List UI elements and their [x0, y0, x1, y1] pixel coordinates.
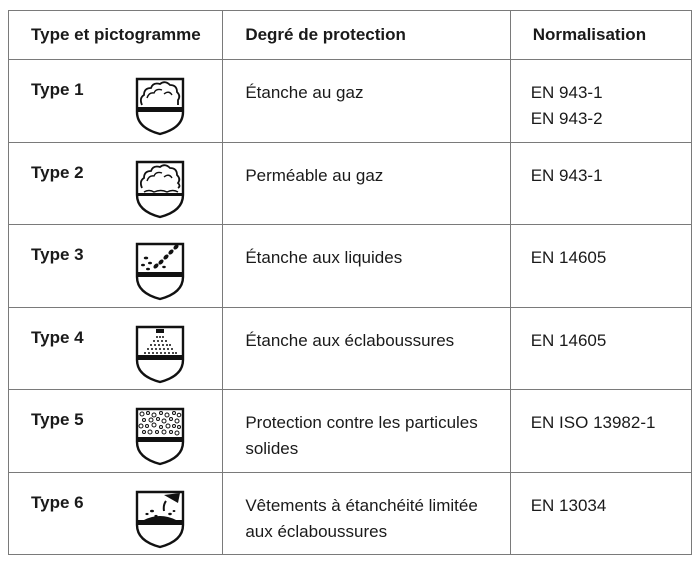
- header-norm: Normalisation: [510, 11, 691, 60]
- table-row: [9, 60, 692, 143]
- norm-cell: [510, 142, 691, 225]
- header-protection: Degré de protection: [223, 11, 510, 60]
- norm-text: EN ISO 13982-1: [530, 413, 656, 432]
- type-cell: [9, 225, 223, 308]
- protection-cell: [223, 307, 510, 390]
- table-row: [9, 225, 692, 308]
- limited-splash-icon: [134, 489, 186, 549]
- type-cell: [9, 307, 223, 390]
- table-row: [9, 472, 692, 555]
- norm-text: EN 943-1: [530, 165, 603, 185]
- norm-text: EN 943-1: [530, 83, 603, 102]
- type-cell: [9, 472, 223, 555]
- protection-text: Perméable au gaz: [245, 165, 384, 185]
- norm-cell: [510, 472, 691, 555]
- header-type: Type et pictogramme: [9, 11, 223, 60]
- liquid-jet-icon: [134, 241, 186, 301]
- norm-cell: [510, 60, 691, 143]
- protection-text: Vêtements à étanchéité limitée aux éclaboussures: [245, 495, 478, 541]
- particles-icon: [134, 406, 186, 466]
- protection-cell: [223, 472, 510, 555]
- type-name: Type 1: [31, 80, 84, 99]
- spray-icon: [134, 324, 186, 384]
- norm-text: EN 13034: [530, 495, 607, 515]
- type-cell: [9, 142, 223, 225]
- protection-cell: [223, 142, 510, 225]
- type-name: Type 5: [31, 410, 84, 429]
- type-cell: [9, 390, 223, 473]
- norm-cell: [510, 307, 691, 390]
- type-name: Type 3: [31, 245, 84, 264]
- table-row: [9, 307, 692, 390]
- table-row: [9, 390, 692, 473]
- norm-cell: [510, 390, 691, 473]
- protection-cell: [223, 60, 510, 143]
- type-cell: [9, 60, 223, 143]
- norm-text: EN 14605: [530, 248, 607, 267]
- norm-text: EN 14605: [530, 330, 607, 350]
- norm-text: EN 943-2: [530, 109, 603, 128]
- protection-text: Étanche au gaz: [245, 83, 364, 102]
- gas-permeable-icon: [134, 159, 186, 219]
- header-row: [9, 11, 692, 60]
- protection-cell: [223, 225, 510, 308]
- type-name: Type 2: [31, 162, 84, 182]
- protection-text: Étanche aux éclaboussures: [245, 330, 455, 350]
- protection-text: Protection contre les particules solides: [245, 413, 478, 458]
- protection-cell: [223, 390, 510, 473]
- gas-tight-icon: [134, 76, 186, 136]
- norm-cell: [510, 225, 691, 308]
- protection-text: Étanche aux liquides: [245, 248, 403, 267]
- protection-types-table: [8, 10, 692, 555]
- type-name: Type 4: [31, 327, 84, 347]
- type-name: Type 6: [31, 492, 84, 512]
- table-row: [9, 142, 692, 225]
